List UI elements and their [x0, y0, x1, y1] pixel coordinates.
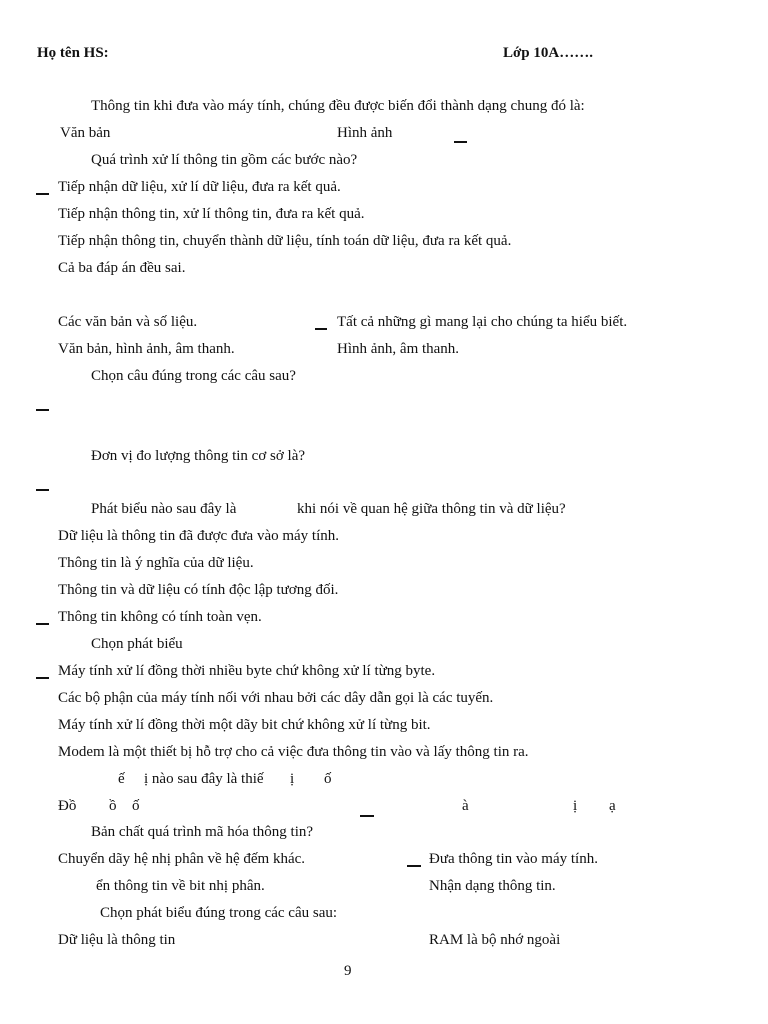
answer-option: Máy tính xử lí đồng thời một dãy bit chứ không xử lí từng bit. [58, 717, 431, 733]
answer-fragment: à [462, 798, 469, 814]
answer-option: Dữ liệu là thông tin đã được đưa vào máy tính. [58, 528, 340, 544]
answer-option: RAM là bộ nhớ ngoài [429, 932, 561, 948]
answer-mark [454, 141, 467, 143]
answer-fragment: ị [573, 798, 578, 814]
question-text: Thông tin khi đưa vào máy tính, chúng đều được biến đổi thành dạng chung đó là: [91, 98, 585, 114]
answer-mark [360, 815, 374, 817]
answer-fragment: ồ [109, 798, 117, 814]
question-text: Bản chất quá trình mã hóa thông tin? [91, 824, 314, 840]
answer-option: Văn bản, hình ảnh, âm thanh. [58, 341, 235, 357]
answer-option: Modem là một thiết bị hỗ trợ cho cả việc đưa thông tin vào và lấy thông tin ra. [58, 744, 529, 760]
answer-option: Tiếp nhận thông tin, chuyển thành dữ liệu, tính toán dữ liệu, đưa ra kết quả. [58, 233, 512, 249]
answer-option: Đưa thông tin vào máy tính. [429, 851, 598, 867]
question-text: khi nói về quan hệ giữa thông tin và dữ liệu? [297, 501, 566, 517]
answer-option: Dữ liệu là thông tin [58, 932, 176, 948]
answer-fragment: ố [132, 798, 140, 814]
question-text: Quá trình xử lí thông tin gồm các bước nào? [91, 152, 358, 168]
question-fragment: ị [290, 771, 295, 787]
question-fragment: ố [324, 771, 332, 787]
question-fragment: ế [118, 771, 125, 787]
answer-mark [36, 193, 49, 195]
question-text: Phát biểu nào sau đây là [91, 501, 237, 517]
answer-mark [36, 489, 49, 491]
page-number: 9 [344, 963, 352, 979]
answer-mark [36, 677, 49, 679]
answer-option: Tiếp nhận thông tin, xử lí thông tin, đưa ra kết quả. [58, 206, 365, 222]
answer-option: Máy tính xử lí đồng thời nhiều byte chứ không xử lí từng byte. [58, 663, 436, 679]
answer-option: Thông tin và dữ liệu có tính độc lập tương đối. [58, 582, 339, 598]
answer-option: Hình ảnh, âm thanh. [337, 341, 460, 357]
question-text: Chọn phát biểu [91, 636, 183, 652]
student-name-label: Họ tên HS: [37, 45, 109, 61]
answer-mark [407, 865, 421, 867]
answer-mark [36, 409, 49, 411]
answer-option: ển thông tin về bit nhị phân. [96, 878, 265, 894]
answer-option: Tiếp nhận dữ liệu, xử lí dữ liệu, đưa ra kết quả. [58, 179, 341, 195]
answer-option: Các văn bản và số liệu. [58, 314, 198, 330]
answer-fragment: Đồ [58, 798, 77, 814]
question-fragment: ị nào sau đây là thiế [144, 771, 264, 787]
answer-option: Thông tin là ý nghĩa của dữ liệu. [58, 555, 254, 571]
answer-option: Thông tin không có tính toàn vẹn. [58, 609, 262, 625]
question-text: Chọn câu đúng trong các câu sau? [91, 368, 296, 384]
answer-option: Văn bản [60, 125, 111, 141]
answer-option: Nhận dạng thông tin. [429, 878, 556, 894]
answer-mark [315, 328, 327, 330]
answer-option: Cả ba đáp án đều sai. [58, 260, 186, 276]
question-text: Chọn phát biểu đúng trong các câu sau: [100, 905, 338, 921]
answer-fragment: ạ [609, 798, 616, 814]
class-label: Lớp 10A……. [503, 45, 593, 61]
answer-option: Chuyển dãy hệ nhị phân về hệ đếm khác. [58, 851, 306, 867]
answer-option: Các bộ phận của máy tính nối với nhau bởi các dây dẫn gọi là các tuyến. [58, 690, 494, 706]
question-text: Đơn vị đo lượng thông tin cơ sở là? [91, 448, 306, 464]
answer-option: Hình ảnh [337, 125, 393, 141]
answer-mark [36, 623, 49, 625]
answer-option: Tất cả những gì mang lại cho chúng ta hiểu biết. [337, 314, 628, 330]
